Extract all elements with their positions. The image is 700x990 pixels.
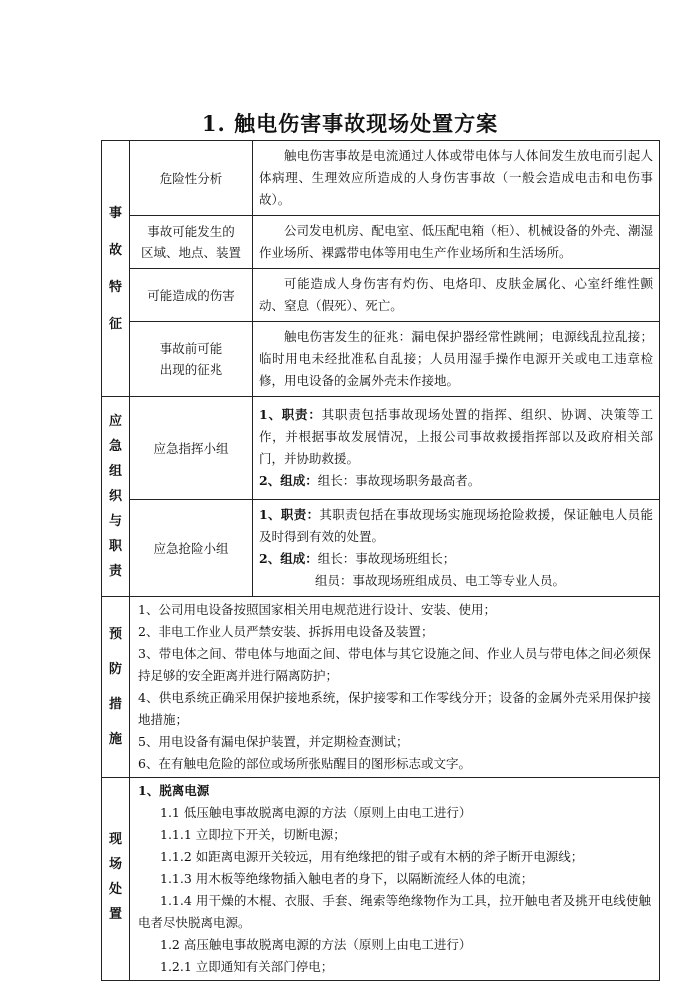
section-label-char: 置: [108, 907, 122, 922]
table-row: [102, 322, 660, 397]
onsite-procedure: [130, 778, 660, 981]
section-label-char: 与: [108, 514, 122, 529]
procedure-line: 1.1.1 立即拉下开关，切断电源；: [160, 827, 346, 842]
table-row: [102, 397, 660, 500]
section-label-char: 施: [108, 732, 122, 747]
row-label: 事故前可能 出现的征兆: [130, 322, 253, 397]
row-label: 危险性分析: [130, 141, 253, 216]
section-label-onsite: [102, 778, 130, 981]
table-row: [102, 597, 660, 778]
procedure-line: 1.1.3 用木板等绝缘物插入触电者的身下，以隔断流经人体的电流；: [160, 871, 534, 886]
section-label-char: 处: [108, 882, 122, 897]
row-label: 应急指挥小组: [130, 397, 253, 500]
row-description: 触电伤害发生的征兆：漏电保护器经常性跳闸；电源线乱拉乱接；临时用电未经批准私自乱接；人员用湿手操作电源开关或电工违章检修，用电设备的金属外壳未作接地。: [253, 322, 660, 397]
section-label-char: 织: [108, 489, 122, 504]
list-item: 5、用电设备有漏电保护装置，并定期检查测试；: [138, 734, 409, 749]
list-item: 4、供电系统正确采用保护接地系统，保护接零和工作零线分开；设备的金属外壳采用保护接地措施；: [138, 690, 651, 727]
procedure-heading: 1、脱离电源: [138, 783, 210, 798]
section-label-char: 现: [108, 832, 122, 847]
section-label-char: 责: [108, 564, 122, 579]
page-title: 1. 触电伤害事故现场处置方案: [201, 111, 499, 136]
section-label-char: 特: [108, 279, 122, 295]
row-label: 应急抢险小组: [130, 500, 253, 597]
row-description: 公司发电机房、配电室、低压配电箱（柜）、机械设备的外壳、潮湿作业场所、裸露带电体等用电生产作业场所和生活场所。: [253, 216, 660, 269]
list-item: 6、在有触电危险的部位或场所张贴醒目的图形标志或文字。: [138, 756, 471, 771]
section-label-char: 预: [108, 627, 122, 642]
section-label-org: [102, 397, 130, 597]
section-label-char: 事: [108, 205, 122, 221]
table-row: [102, 269, 660, 322]
section-label-char: 场: [108, 857, 122, 872]
prevention-list: [130, 597, 660, 778]
row-description: 触电伤害事故是电流通过人体或带电体与人体间发生放电而引起人体病理、生理效应所造成的人身伤害事故（一般会造成电击和电伤事故）。: [253, 141, 660, 216]
section-label-char: 应: [108, 414, 122, 429]
procedure-line: 1.2 高压触电事故脱离电源的方法（原则上由电工进行）: [160, 937, 472, 952]
row-label: 可能造成的伤害: [130, 269, 253, 322]
section-label-char: 故: [108, 242, 122, 258]
procedure-line: 1.1.4 用干燥的木棍、衣服、手套、绳索等绝缘物作为工具，拉开触电者及挑开电线使触电者尽快脱离电源。: [138, 893, 651, 930]
section-label-char: 组: [108, 464, 122, 479]
table-row: [102, 216, 660, 269]
section-label-char: 征: [108, 316, 122, 332]
row-description: 1、职责：其职责包括在事故现场实施现场抢险救援，保证触电人员能及时得到有效的处置。 2、组成：组长：事故现场班组长； 组员：事故现场班组成员、电工等专业人员。: [253, 500, 660, 597]
row-label: 事故可能发生的 区域、地点、装置: [130, 216, 253, 269]
section-label-char: 措: [108, 697, 122, 712]
procedure-line: 1.1.2 如距离电源开关较远，用有绝缘把的钳子或有木柄的斧子断开电源线；: [160, 849, 584, 864]
list-item: 3、带电体之间、带电体与地面之间、带电体与其它设施之间、作业人员与带电体之间必须保持足够的安全距离并进行隔离防护；: [138, 646, 651, 683]
table-row: [102, 778, 660, 981]
section-label-char: 防: [108, 662, 122, 677]
emergency-plan-table: [101, 140, 660, 981]
list-item: 1、公司用电设备按照国家相关用电规范进行设计、安装、使用；: [138, 602, 496, 617]
list-item: 2、非电工作业人员严禁安装、拆拆用电设备及装置；: [138, 624, 434, 639]
section-label-char: 急: [108, 439, 122, 454]
table-row: [102, 500, 660, 597]
row-description: 1、职责：其职责包括事故现场处置的指挥、组织、协调、决策等工作，并根据事故发展情况，上报公司事故救援指挥部以及政府相关部门，并协助救援。 2、组成：组长：事故现场职务最高者。: [253, 397, 660, 500]
table-row: [102, 141, 660, 216]
row-description: 可能造成人身伤害有灼伤、电烙印、皮肤金属化、心室纤维性颤动、窒息（假死）、死亡。: [253, 269, 660, 322]
section-label-char: 职: [108, 539, 122, 554]
procedure-line: 1.1 低压触电事故脱离电源的方法（原则上由电工进行）: [160, 805, 472, 820]
section-label-prevention: [102, 597, 130, 778]
section-label-features: [102, 141, 130, 397]
procedure-line: 1.2.1 立即通知有关部门停电；: [160, 959, 334, 974]
